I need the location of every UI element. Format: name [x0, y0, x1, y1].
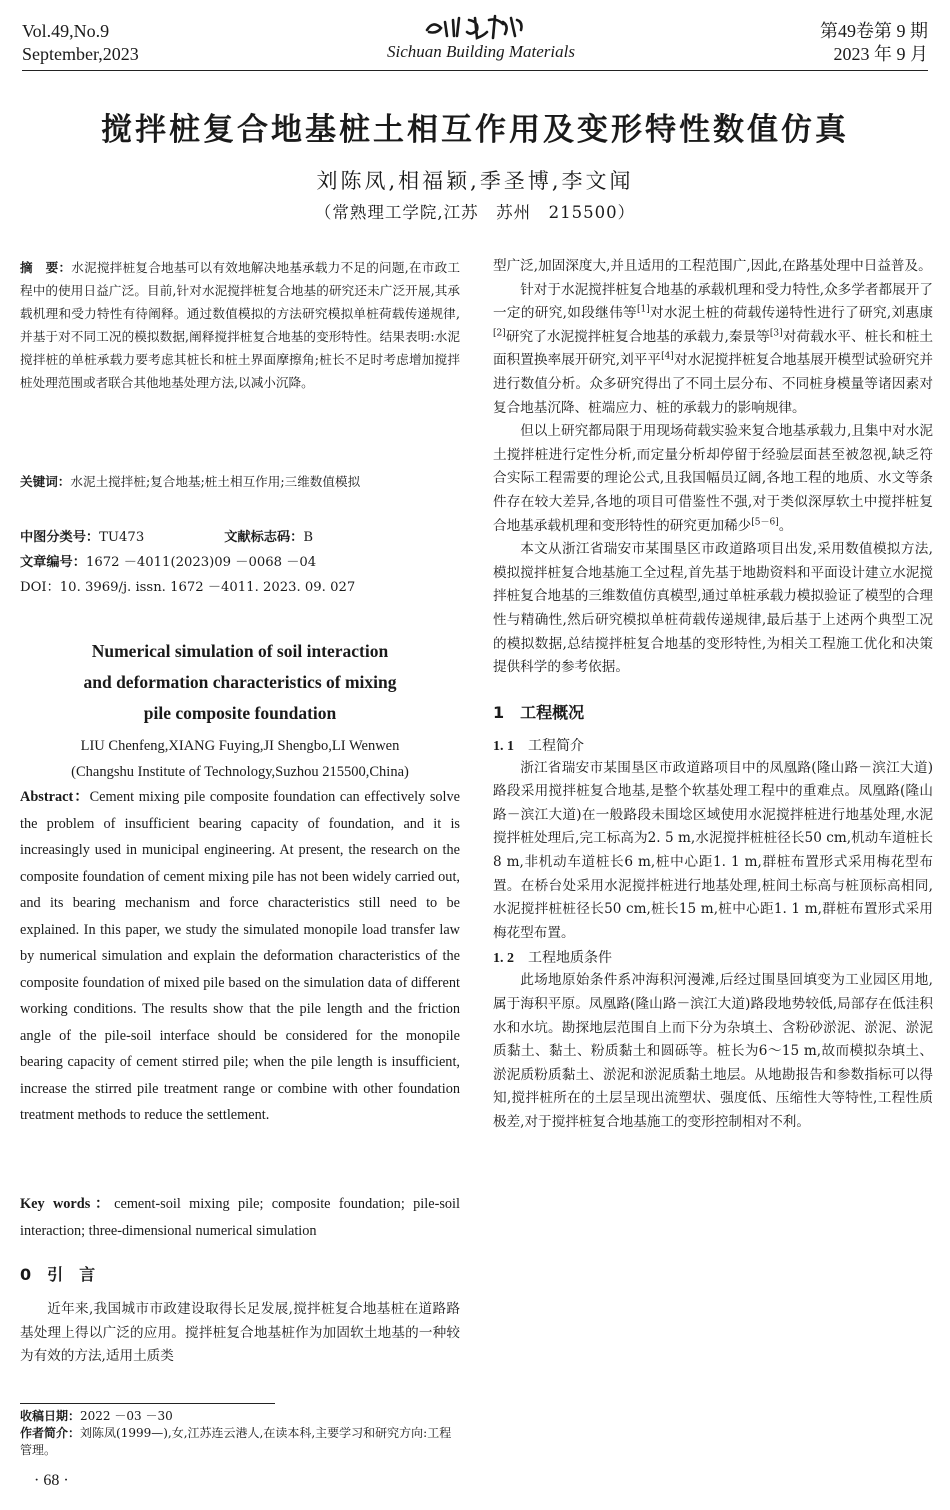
article-title: 搅拌桩复合地基桩土相互作用及变形特性数值仿真	[101, 112, 849, 148]
english-keywords-label: Key words：	[20, 1196, 115, 1212]
intro-p2-d: 对荷载水平、桩长和桩土面积置换率展开研究,刘平平	[493, 328, 933, 369]
intro-paragraph-1: 近年来,我国城市市政建设取得长足发展,搅拌桩复合地基桩在道路路基处理上得以广泛的应用。搅拌桩复合地基桩作为加固软土地基的一种较为有效的方法,适用土质类	[20, 1301, 460, 1365]
english-title-line-1: Numerical simulation of soil interaction	[91, 641, 389, 661]
citation-1[interactable]: [1]	[636, 304, 650, 315]
intro-p2-a: 针对于水泥搅拌桩复合地基的承载机理和受力特性,众多学者都展开了一定的研究,如段继伟等	[493, 281, 933, 322]
section-1-heading: 1 工程概况	[493, 702, 585, 722]
doc-code-label: 文献标志码：	[224, 530, 304, 545]
page-number: · 68 ·	[34, 1472, 69, 1489]
received-value: 2022 －03 －30	[80, 1409, 173, 1423]
subsection-1-2-title: 工程地质条件	[528, 950, 612, 967]
footnote	[20, 1408, 460, 1459]
intro-p2-b: 对水泥土桩的荷载传递特性进行了研究,刘惠康	[649, 305, 933, 322]
journal-logo	[387, 12, 575, 62]
author-bio-label: 作者简介：	[20, 1426, 81, 1440]
citation-4[interactable]: [4]	[661, 351, 674, 362]
abstract-cn	[20, 256, 460, 394]
article-number-value: 1672 －4011(2023)09 －0068 －04	[85, 555, 317, 570]
english-keywords-text: cement-soil mixing pile; composite foundation; pile-soil interaction; three-dimensional numerical simulation	[20, 1196, 460, 1239]
english-abstract	[20, 784, 460, 1129]
subsection-1-2-text: 此场地原始条件系冲海积河漫滩,后经过围垦回填变为工业园区用地,属于海积平原。凤凰路(隆山路－滨江大道)路段地势较低,局部存在低洼积水和水坑。勘探地层范围自上而下分为杂填土、含粉砂淤泥、淤泥、淤泥质黏土、黏土、粉质黏土和圆砾等。桩长为6～15 m,故而模拟杂填土、淤泥质粉质黏土、淤泥和淤泥质黏土地层。从地勘报告和参数指标可以得知,搅拌桩所在的土层呈现出流塑状、强度低、压缩性大等特性,工程性质极差,对于搅拌桩复合地基施工的变形控制相对不利。	[493, 972, 933, 1130]
header-date-cn: 2023 年 9 月	[833, 44, 928, 64]
journal-logo-calligraphy	[405, 12, 545, 42]
section-0-heading: 0 引 言	[20, 1265, 96, 1284]
subsection-1-1-heading	[493, 735, 933, 755]
article-authors: 刘陈凤,相福颖,季圣博,李文闻	[316, 169, 634, 193]
header-volume-en: Vol.49,No.9	[22, 21, 110, 41]
english-title-line-2: and deformation characteristics of mixing	[83, 672, 397, 692]
article-number-label: 文章编号：	[20, 555, 86, 570]
abstract-cn-label: 摘 要：	[20, 260, 72, 275]
intro-p3-b: 。	[778, 517, 793, 534]
keywords-cn-text: 水泥土搅拌桩;复合地基;桩土相互作用;三维数值模拟	[70, 474, 361, 489]
citation-5-6[interactable]: [5－6]	[751, 517, 779, 527]
subsection-1-2-number: 1. 2	[493, 951, 514, 967]
journal-name-en: Sichuan Building Materials	[387, 42, 575, 61]
english-abstract-text: Cement mixing pile composite foundation can effectively solve the problem of insufficient bearing capacity of foundation, and it is increasingly used in municipal engineering. At present, the research on the composite foundation of cement mixing pile has not been widely carried out, and its bearing mechanism and force characteristics still need to be explained. In this paper, we study the simulated monopile load transfer law by numerical simulation and explain the deformation characteristics of the composite foundation of mixed pile based on the simulation data of different working conditions. The results show that the pile length and the friction angle of the pile-soil interface should be considered for the monopile bearing capacity of cement stirred pile; when the pile length is insufficient, increase the stirred pile treatment range or combine with other foundation treatment methods to reduce the settlement.	[20, 789, 460, 1123]
clc-value: TU473	[99, 530, 145, 545]
header-volume-cn: 第49卷第 9 期	[820, 21, 928, 41]
classification-block	[20, 525, 460, 600]
english-title	[20, 636, 460, 729]
keywords-cn-label: 关键词：	[20, 474, 71, 489]
english-abstract-label: Abstract：	[20, 789, 90, 805]
abstract-cn-text: 水泥搅拌桩复合地基可以有效地解决地基承载力不足的问题,在市政工程中的使用日益广泛。目前,针对水泥搅拌桩复合地基的研究还未广泛开展,其承载机理和受力特性有待阐释。通过数值模拟的方法研究模拟单桩荷载传递规律,并基于对不同工况的模拟数据,阐释搅拌桩复合地基的变形特性。结果表明:水泥搅拌桩的单桩承载力要考虑其桩长和桩土界面摩擦角;桩长不足时考虑增加搅拌桩处理范围或者联合其他地基处理方法,以减小沉降。	[20, 260, 460, 390]
keywords-cn	[20, 470, 460, 493]
subsection-1-1-number: 1. 1	[493, 738, 514, 754]
intro-paragraph-3	[493, 420, 933, 538]
english-keywords	[20, 1191, 460, 1244]
subsection-1-2-heading	[493, 947, 933, 967]
intro-paragraph-2	[493, 279, 933, 421]
received-label: 收稿日期：	[20, 1409, 81, 1423]
article-affiliation: （常熟理工学院,江苏 苏州 215500）	[314, 203, 636, 222]
intro-paragraph-4: 本文从浙江省瑞安市某围垦区市政道路项目出发,采用数值模拟方法,模拟搅拌桩复合地基施工全过程,首先基于地勘资料和平面设计建立水泥搅拌桩复合地基的三维数值仿真模型,通过单桩承载力模拟验证了模型的合理性与精确性,然后研究模拟单桩荷载传递规律,最后基于上述两个典型工况的模拟数据,总结搅拌桩复合地基的变形特性,为相关工程施工优化和决策提供科学的参考依据。	[493, 541, 933, 676]
english-affiliation: (Changshu Institute of Technology,Suzhou 215500,China)	[71, 764, 409, 780]
header-rule	[22, 70, 928, 71]
intro-paragraph-1-continued: 型广泛,加固深度大,并且适用的工程范围广,因此,在路基处理中日益普及。	[493, 258, 932, 274]
author-bio-value: 刘陈凤(1999—),女,江苏连云港人,在读本科,主要学习和研究方向:工程管理。	[20, 1426, 452, 1457]
clc-label: 中图分类号：	[20, 530, 100, 545]
subsection-1-1-title: 工程简介	[528, 737, 584, 754]
intro-p2-c: 研究了水泥搅拌桩复合地基的承载力,秦景等	[505, 328, 770, 345]
english-title-line-3: pile composite foundation	[143, 703, 337, 723]
section-0-intro	[20, 1298, 460, 1369]
doc-code-value: B	[303, 530, 314, 545]
right-column-body	[493, 255, 933, 1135]
intro-p3-a: 但以上研究都局限于用现场荷载实验来复合地基承载力,且集中对水泥土搅拌桩进行定性分析,而定量分析却停留于经验层面甚至被忽视,缺乏符合实际工程需要的理论公式,且我国幅员辽阔,各地工程的地质、水文等条件存在较大差异,各地的项目可借鉴性不强,对于类似深厚软土中搅拌桩复合地基承载机理和变形特性的研究更加稀少	[493, 423, 933, 534]
english-authors-block	[20, 733, 460, 785]
intro-p2-e: 对水泥搅拌桩复合地基展开模型试验研究并进行数值分析。众多研究得出了不同土层分布、不同桩身模量等诸因素对复合地基沉降、桩端应力、桩的承载力的影响规律。	[493, 352, 933, 416]
doi-label: DOI：	[20, 580, 60, 595]
citation-2[interactable]: [2]	[493, 328, 506, 339]
citation-3[interactable]: [3]	[769, 328, 783, 339]
footnote-rule	[20, 1403, 275, 1404]
subsection-1-1-text: 浙江省瑞安市某围垦区市政道路项目中的凤凰路(隆山路－滨江大道)路段采用搅拌桩复合地基,是整个软基处理工程中的重难点。凤凰路(隆山路－滨江大道)在一般路段未围埝区域使用水泥搅拌桩进行地基处理,水泥搅拌桩处理后,完工标高为2. 5 m,水泥搅拌桩桩径长50 cm,机动车道桩长8 m,非机动车道桩长6 m,桩中心距1. 1 m,群桩布置形式采用梅花型布置。在桥台处采用水泥搅拌桩进行地基处理,桩间土标高与桩顶标高相同,水泥搅拌桩桩径长50 cm,桩长15 m,桩中心距1. 1 m,群桩布置形式采用梅花型布置。	[493, 759, 933, 941]
header-date-en: September,2023	[22, 44, 139, 64]
english-authors: LIU Chenfeng,XIANG Fuying,JI Shengbo,LI Wenwen	[80, 738, 400, 754]
doi-value: 10. 3969/j. issn. 1672 －4011. 2023. 09. 027	[59, 580, 356, 595]
